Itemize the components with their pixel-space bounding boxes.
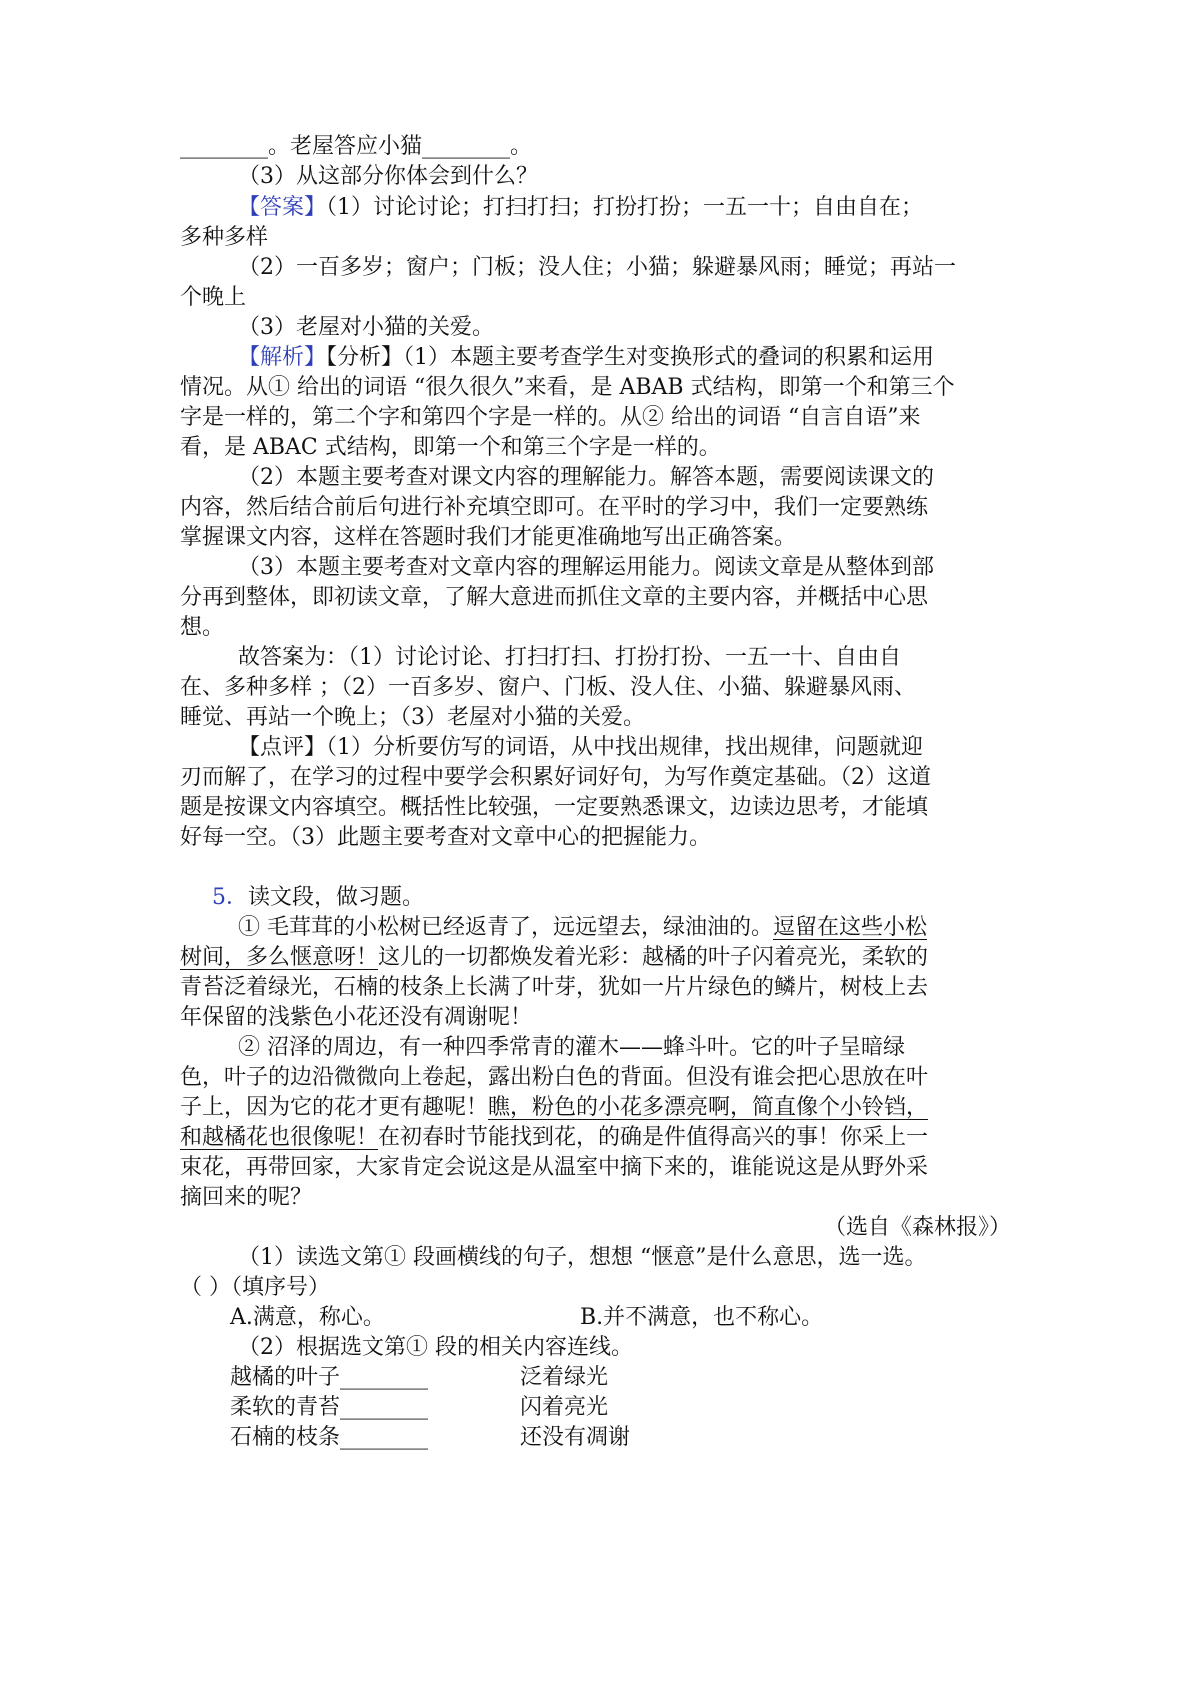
match-left: 柔软的青苔________ xyxy=(230,1395,429,1420)
text-line: 好每一空。（3）此题主要考查对文章中心的把握能力。 xyxy=(180,825,711,850)
match-row xyxy=(230,1363,1060,1393)
question-title: 读文段，做习题。 xyxy=(248,885,425,910)
underlined-sentence: 瞧，粉色的小花多漂亮啊，简直像个小铃铛， xyxy=(488,1095,929,1120)
passage-line: 年保留的浅紫色小花还没有凋谢呢！ xyxy=(180,1005,533,1030)
passage-line: 摘回来的呢？ xyxy=(180,1185,313,1210)
text-line: （3）本题主要考查对文章内容的理解运用能力。阅读文章是从整体到部 xyxy=(238,555,934,580)
text-line: （3）老屋对小猫的关爱。 xyxy=(238,315,494,340)
sub-question-2: （2）根据选文第① 段的相关内容连线。 xyxy=(238,1335,633,1360)
passage-line: 束花，再带回家，大家肯定会说这是从温室中摘下来的，谁能说这是从野外采 xyxy=(180,1155,929,1180)
answer-text: （1）讨论讨论；打扫打扫；打扮打扮；一五一十；自由自在； xyxy=(326,195,924,220)
passage-line: 色，叶子的边沿微微向上卷起，露出粉白色的背面。但没有谁会把心思放在叶 xyxy=(180,1065,929,1090)
answer-heading-line xyxy=(238,193,1068,223)
text-line: ________。老屋答应小猫________。 xyxy=(180,134,533,159)
text-line: 睡觉、再站一个晚上；（3）老屋对小猫的关爱。 xyxy=(180,705,645,730)
underlined-sentence: 树间，多么惬意呀！ xyxy=(180,945,379,970)
text-line: 掌握课文内容，这样在答题时我们才能更准确地写出正确答案。 xyxy=(180,525,797,550)
comment-line: 【点评】（1）分析要仿写的词语，从中找出规律，找出规律，问题就迎 xyxy=(238,735,923,760)
match-right: 闪着亮光 xyxy=(520,1395,609,1420)
passage-line xyxy=(180,943,1010,973)
option-b: B.并不满意，也不称心。 xyxy=(580,1305,824,1330)
option-row xyxy=(230,1303,1060,1333)
match-row xyxy=(230,1423,1060,1453)
text-line: （2）本题主要考查对课文内容的理解能力。解答本题，需要阅读课文的 xyxy=(238,465,934,490)
option-a: A.满意，称心。 xyxy=(230,1305,385,1330)
passage-line: 青苔泛着绿光，石楠的枝条上长满了叶芽，犹如一片片绿色的鳞片，树枝上去 xyxy=(180,975,929,1000)
question-3-prompt: （3）从这部分你体会到什么？ xyxy=(238,164,538,189)
passage-text: 在初春时节能找到花，的确是件值得高兴的事！你采上一 xyxy=(378,1125,929,1150)
text-line: 字是一样的，第二个字和第四个字是一样的。从② 给出的词语 “自言自语”来 xyxy=(180,405,921,430)
passage-line xyxy=(238,913,1068,943)
match-left: 越橘的叶子________ xyxy=(230,1365,429,1390)
text-line: 在、多种多样 ；（2）一百多岁、窗户、门板、没人住、小猫、躲避暴风雨、 xyxy=(180,675,916,700)
answer-blank: （ ）（填序号） xyxy=(180,1275,330,1300)
analysis-text: 【分析】（1）本题主要考查学生对变换形式的叠词的积累和运用 xyxy=(326,345,935,370)
text-line: 情况。从① 给出的词语 “很久很久”来看，是 ABAB 式结构，即第一个和第三个 xyxy=(180,375,955,400)
text-line: 个晚上 xyxy=(180,285,247,310)
question-number: 5． xyxy=(212,885,248,910)
match-right: 泛着绿光 xyxy=(520,1365,609,1390)
text-line: 故答案为：（1）讨论讨论、打扫打扫、打扮打扮、一五一十、自由自 xyxy=(238,645,901,670)
passage-text: 这儿的一切都焕发着光彩：越橘的叶子闪着亮光，柔软的 xyxy=(378,945,929,970)
match-right: 还没有凋谢 xyxy=(520,1425,631,1450)
text-line: 题是按课文内容填空。概括性比较强，一定要熟悉课文，边读边思考，才能填 xyxy=(180,795,929,820)
underlined-sentence: 逗留在这些小松 xyxy=(773,915,928,940)
sub-question-1: （1）读选文第① 段画横线的句子，想想 “惬意”是什么意思，选一选。 xyxy=(238,1245,927,1270)
analysis-tag: 【解析】 xyxy=(238,345,327,370)
passage-line: ② 沼泽的周边，有一种四季常青的灌木——蜂斗叶。它的叶子呈暗绿 xyxy=(238,1035,905,1060)
match-row xyxy=(230,1393,1060,1423)
text-line: 多种多样 xyxy=(180,225,269,250)
passage-line xyxy=(180,1123,1010,1153)
text-line: 刃而解了，在学习的过程中要学会积累好词好句，为写作奠定基础。（2）这道 xyxy=(180,765,931,790)
text-line: 分再到整体，即初读文章，了解大意进而抓住文章的主要内容，并概括中心思 xyxy=(180,585,929,610)
passage-line xyxy=(180,1093,1010,1123)
text-line: 看，是 ABAC 式结构，即第一个和第三个字是一样的。 xyxy=(180,435,721,460)
underlined-sentence: 和越橘花也很像呢！ xyxy=(180,1125,379,1150)
source-citation: （选自《森林报》） xyxy=(823,1215,1011,1240)
passage-text: ① 毛茸茸的小松树已经返青了，远远望去，绿油油的。 xyxy=(238,915,773,940)
passage-text: 子上，因为它的花才更有趣呢！ xyxy=(180,1095,489,1120)
analysis-heading-line xyxy=(238,343,1068,373)
question-5-heading xyxy=(212,883,1042,913)
answer-tag: 【答案】 xyxy=(238,195,327,220)
text-line: （2）一百多岁；窗户；门板；没人住；小猫；躲避暴风雨；睡觉；再站一 xyxy=(238,255,956,280)
text-line: 想。 xyxy=(180,615,225,640)
text-line: 内容，然后结合前后句进行补充填空即可。在平时的学习中，我们一定要熟练 xyxy=(180,495,929,520)
match-left: 石楠的枝条________ xyxy=(230,1425,429,1450)
